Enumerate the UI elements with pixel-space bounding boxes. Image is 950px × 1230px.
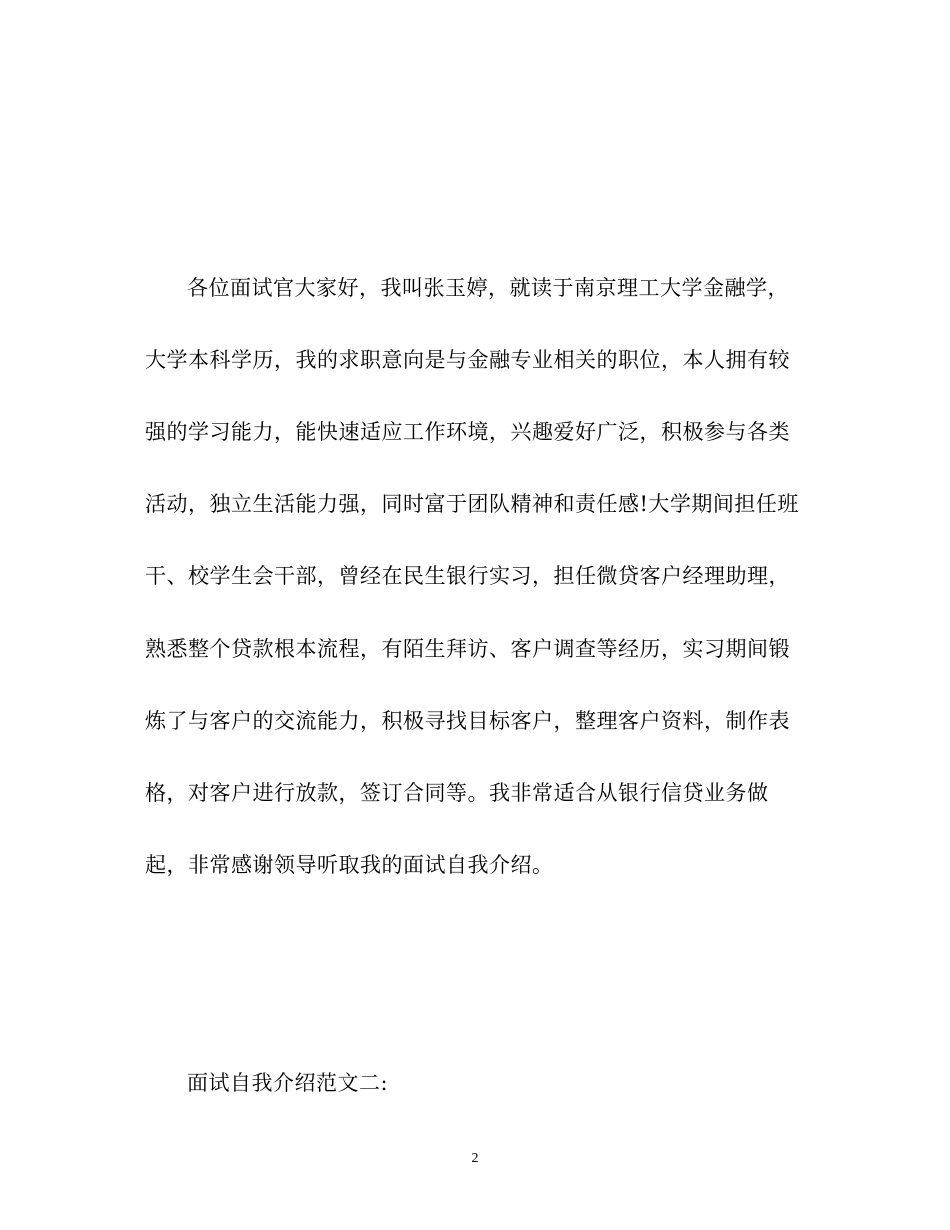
paragraph-line-4: 活动，独立生活能力强，同时富于团队精神和责任感!大学期间担任班	[145, 492, 799, 516]
paragraph-line-1: 各位面试官大家好，我叫张玉婷，就读于南京理工大学金融学，	[187, 276, 789, 300]
paragraph-line-2: 大学本科学历，我的求职意向是与金融专业相关的职位，本人拥有较	[145, 348, 790, 372]
paragraph-line-3: 强的学习能力，能快速适应工作环境，兴趣爱好广泛，积极参与各类	[145, 420, 790, 444]
section-heading: 面试自我介绍范文二:	[187, 1071, 389, 1095]
paragraph-line-7: 炼了与客户的交流能力，积极寻找目标客户，整理客户资料，制作表	[145, 709, 790, 733]
paragraph-line-8: 格，对客户进行放款，签订合同等。我非常适合从银行信贷业务做	[145, 781, 769, 805]
page-number: 2	[471, 1151, 479, 1166]
paragraph-line-5: 干、校学生会干部，曾经在民生银行实习，担任微贷客户经理助理，	[145, 564, 790, 588]
paragraph-line-9: 起，非常感谢领导听取我的面试自我介绍。	[145, 853, 554, 877]
paragraph-line-6: 熟悉整个贷款根本流程，有陌生拜访、客户调查等经历，实习期间锻	[145, 637, 790, 661]
